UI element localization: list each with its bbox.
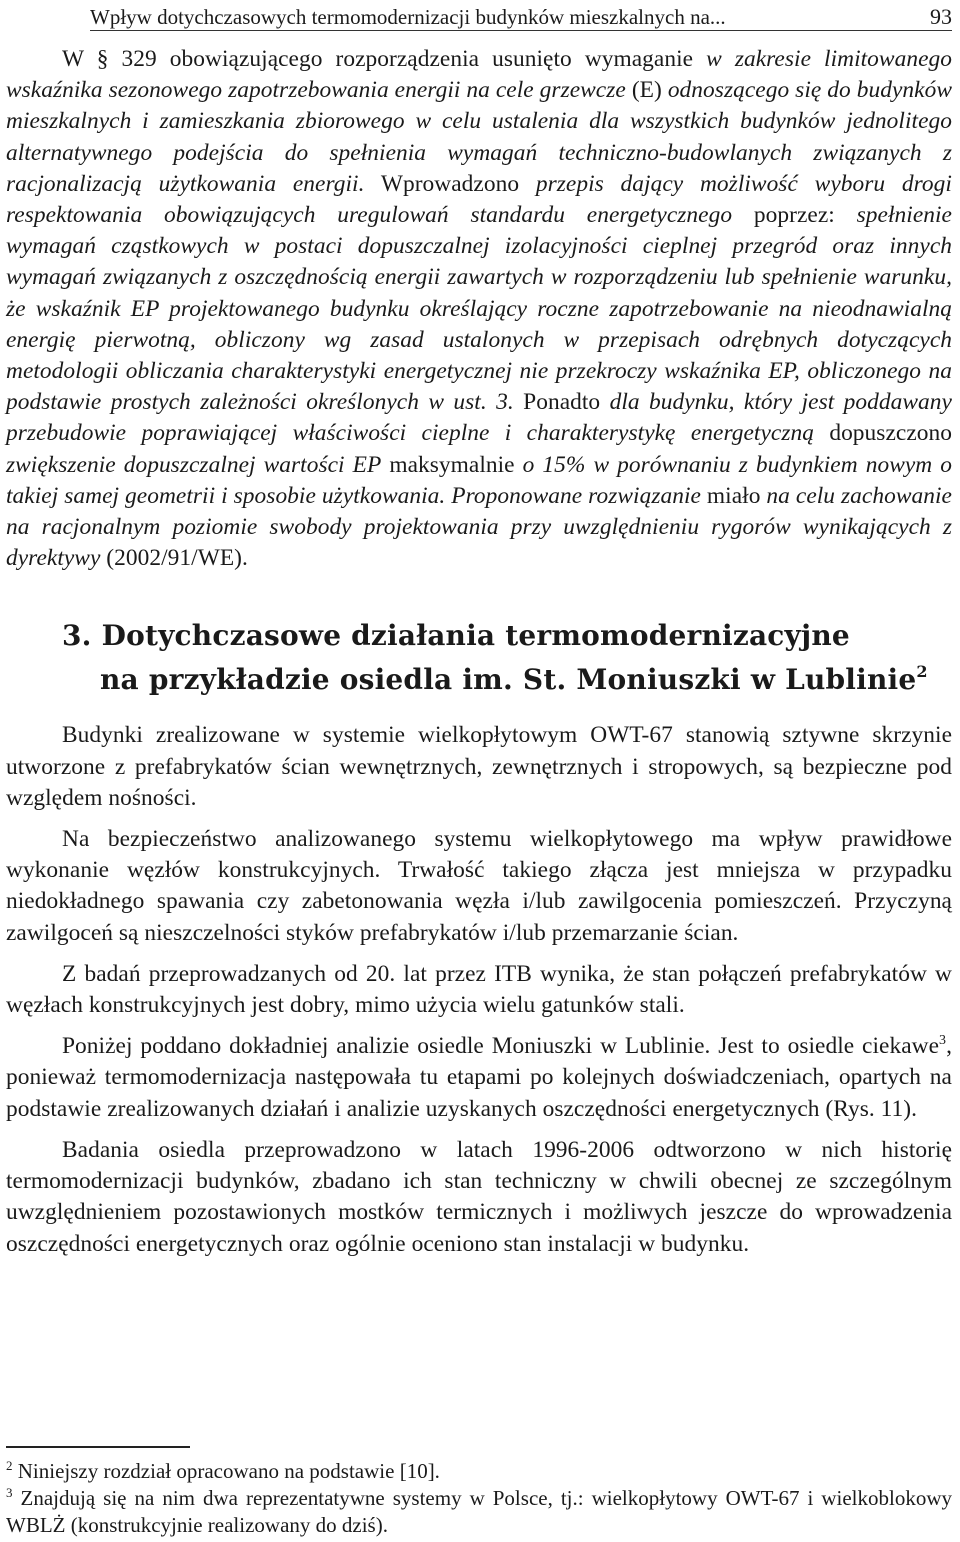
italic-run: zwiększenie dopuszczalnej wartości EP — [6, 451, 382, 478]
paragraph-owt67: Budynki zrealizowane w systemie wielkopłytowym OWT-67 stanowią sztywne skrzynie utworzone z prefabrykatów ścian wewnętrznych, zewnętrznych i stropowych, są bezpieczne pod względem nośności. — [6, 722, 952, 811]
footnote-item — [6, 1458, 952, 1485]
footnote-ref: 3 — [939, 1033, 947, 1049]
running-header — [90, 2, 952, 31]
text-run: W § 329 obowiązującego rozporządzenia usunięto wymaganie — [62, 46, 707, 72]
text-run: (2002/91/WE). — [100, 545, 248, 572]
paragraph-safety: Na bezpieczeństwo analizowanego systemu wielkopłytowego ma wpływ prawidłowe wykonanie węzłów konstrukcyjnych. Trwałość takiego złącza jest mniejsza w przypadku niedokładnego spawania czy zabetonowania węzła i/lub zawilgocenia pomieszczeń. Przyczyną zawilgoceń są nieszczelności styków prefabrykatów i/lub przemarzanie ścian. — [6, 826, 952, 946]
text-run: Poniżej poddano dokładniej analizie osiedle Moniuszki w Lublinie. Jest to osiedle ciekawe — [62, 1033, 940, 1060]
italic-run: w zakresie limitowanego wskaźnika sezonowego zapotrzebowania energii na cele grzewcze — [6, 46, 952, 104]
footnote-text: Znajdują się na nim dwa reprezentatywne systemy w Polsce, tj.: wielkopłytowy OWT-67 i wielkoblokowy WBLŻ (konstrukcyjnie realizowany do dziś). — [6, 1486, 952, 1537]
italic-run: odnoszącego się do budynków mieszkalnych i zamieszkania zbiorowego w celu ustalenia dla wszystkich budynków jednolitego alternatywnego podejścia do spełnienia wymagań techniczno-budowlanych związanych z racjonalizacją użytkowania energii. — [6, 77, 952, 197]
footnote-ref: 2 — [916, 662, 928, 682]
text-run: Ponadto — [513, 389, 610, 416]
italic-run: spełnienie wymagań cząstkowych w postaci dopuszczalnej izolacyjności cieplnej przegród oraz innych wymagań związanych z oszczędnością energii zawartych w rozporządzeniu lub spełnienie warunku, że wskaźnik EP projektowanego budynku określający roczne zapotrzebowanie na nieodnawialną energię pierwotną, obliczony wg zasad ustalonych w przepisach odrębnych dotyczących metodologii obliczania charakterystyki energetycznej nie przekroczy wskaźnika EP, obliczonego na podstawie prostych zależności określonych w ust. 3. — [6, 202, 952, 416]
footnote-mark: 3 — [6, 1485, 13, 1500]
paragraph-itb-research: Z badań przeprowadzanych od 20. lat przez ITB wynika, że stan połączeń prefabrykatów w węzłach konstrukcyjnych jest dobry, mimo użycia wielu gatunków stali. — [6, 960, 952, 1019]
running-title: Wpływ dotychczasowych termomodernizacji budynków mieszkalnych na... — [90, 5, 726, 29]
section-title-line2-wrap — [62, 654, 952, 698]
section-number: 3. — [62, 619, 92, 653]
paragraph-regulation — [6, 44, 952, 574]
footnote-item — [6, 1485, 952, 1539]
italic-run: Proponowane rozwiązanie — [451, 482, 701, 509]
footnotes — [6, 1458, 952, 1539]
page-number: 93 — [930, 4, 952, 29]
section-heading — [62, 618, 952, 698]
italic-run: na celu zachowanie na racjonalnym poziomie swobody projektowania przy uwzględnieniu rygorów wynikających z dyrektywy — [6, 482, 952, 572]
footnote-separator — [6, 1446, 190, 1448]
page-body — [6, 44, 952, 1260]
text-run: miało — [700, 482, 767, 509]
italic-run: o 15% w porównaniu z budynkiem nowym o takiej samej geometrii i sposobie użytkowania. — [6, 451, 952, 509]
text-run: , ponieważ termomodernizacja następowała tu etapami po kolejnych doświadczeniach, opartych na podstawie zrealizowanych działań i analizie uzyskanych oszczędności energetycznych (Rys. 11). — [6, 1033, 952, 1122]
paragraph-moniuszki — [6, 1031, 952, 1125]
italic-run: dla budynku, który jest poddawany przebudowie poprawiającej właściwości cieplne i charakterystykę energetyczną — [6, 389, 952, 447]
footnote-mark: 2 — [6, 1458, 13, 1473]
footnote-text: Niniejszy rozdział opracowano na podstawie [10]. — [12, 1459, 440, 1483]
text-run: (E) — [625, 77, 668, 104]
section-title-line2: na przykładzie osiedla im. St. Moniuszki w Lublinie — [100, 663, 917, 697]
text-run: dopuszczono — [813, 420, 952, 447]
text-run: maksymalnie — [381, 451, 523, 478]
italic-run: przepis dający możliwość wyboru drogi respektowania obowiązujących uregulowań standardu energetycznego — [6, 170, 952, 229]
section-title-line1: Dotychczasowe działania termomodernizacyjne — [101, 619, 850, 653]
paragraph-research-1996-2006: Badania osiedla przeprowadzono w latach 1996-2006 odtworzono w nich historię termomodernizacji budynków, zbadano ich stan techniczny w chwili obecnej ze szczególnym uwzględnieniem pozostawionych mostków termicznych i możliwych jeszcze do wprowadzenia oszczędności energetycznych oraz ogólnie oceniono stan instalacji w budynku. — [6, 1136, 952, 1257]
text-run: poprzez: — [732, 202, 857, 229]
text-run: Wprowadzono — [364, 170, 536, 197]
